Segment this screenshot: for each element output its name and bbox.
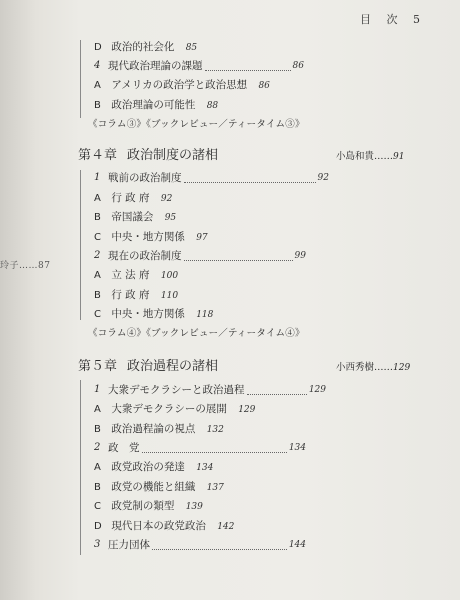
column-entry: 《コラム④》《ブックレビュー／ティータイム④》 [88,328,305,339]
toc-section-entry: 2 政 党 134 [94,442,306,454]
section-rule [80,170,81,320]
header-page-number: 5 [413,13,426,26]
toc-entry: B 帝国議会 95 [94,211,177,223]
toc-entry: A 行 政 府 92 [94,192,173,204]
toc-entry: C 中央・地方関係 118 [94,308,214,320]
section-rule [80,380,81,555]
chapter-author: 小島和貴……91 [336,151,405,162]
toc-section-entry: 1 大衆デモクラシーと政治過程 129 [94,384,326,396]
toc-entry: D 政治的社会化 85 [94,41,198,53]
facing-page-bleed-text: 玲子……87 [0,261,51,271]
toc-entry: B 政治過程論の視点 132 [94,423,224,435]
toc-section-entry: 4 現代政治理論の課題 86 [94,60,304,72]
toc-entry: C 政党制の類型 139 [94,500,203,512]
chapter-heading: 第５章 政治過程の諸相 [78,359,219,374]
toc-entry: C 中央・地方関係 97 [94,231,208,243]
toc-section-entry: 2 現在の政治制度 99 [94,250,306,262]
column-entry: 《コラム③》《ブックレビュー／ティータイム③》 [88,119,305,130]
toc-entry: A アメリカの政治学と政治思想 86 [94,79,270,91]
toc-entry: A 立 法 府 100 [94,269,179,281]
toc-entry: B 行 政 府 110 [94,289,179,301]
chapter-author: 小西秀樹……129 [336,362,411,373]
chapter-heading: 第４章 政治制度の諸相 [78,148,219,163]
toc-entry: B 政党の機能と組織 137 [94,481,224,493]
toc-section-entry: 1 戦前の政治制度 92 [94,172,329,184]
header-label: 目 次 [360,13,404,26]
toc-section-entry: 3 圧力団体 144 [94,539,306,551]
toc-entry: A 大衆デモクラシーの展開 129 [94,403,256,415]
page-header [360,11,426,27]
toc-entry: B 政治理論の可能性 88 [94,99,219,111]
section-rule [80,40,81,118]
toc-entry: A 政党政治の発達 134 [94,461,214,473]
toc-entry: D 現代日本の政党政治 142 [94,520,235,532]
